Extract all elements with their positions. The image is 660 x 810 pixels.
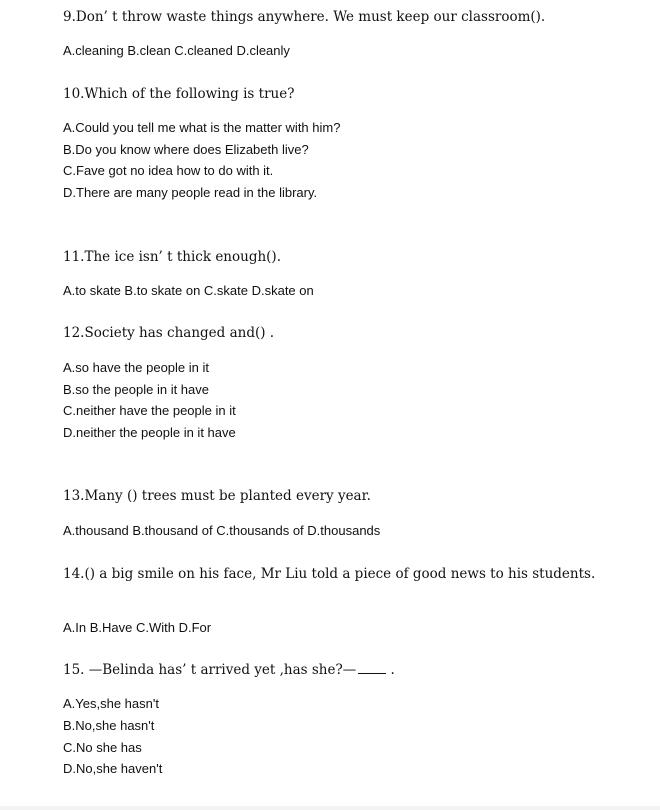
question-13-options: A.thousand B.thousand of C.thousands of D.thousands — [63, 523, 381, 538]
question-15-stem-end: . — [386, 662, 395, 678]
question-10-option-b: B.Do you know where does Elizabeth live? — [63, 142, 309, 157]
question-13-stem: 13.Many () trees must be planted every year. — [63, 488, 371, 504]
question-15-option-a: A.Yes,she hasn't — [63, 696, 159, 711]
question-12-option-d: D.neither the people in it have — [63, 425, 236, 440]
question-15-option-d: D.No,she haven't — [63, 761, 163, 776]
question-11-stem: 11.The ice isn’ t thick enough(). — [63, 249, 281, 265]
question-15-option-b: B.No,she hasn't — [63, 718, 155, 733]
question-10-option-c: C.Fave got no idea how to do with it. — [63, 163, 274, 178]
question-12-option-c: C.neither have the people in it — [63, 403, 236, 418]
question-15-stem — [63, 660, 620, 680]
question-10-stem: 10.Which of the following is true? — [63, 86, 295, 102]
question-14-stem: 14.() a big smile on his face, Mr Liu told a piece of good news to his students. — [63, 566, 596, 582]
question-12-option-a: A.so have the people in it — [63, 360, 209, 375]
answer-blank — [358, 661, 386, 674]
question-10-option-a: A.Could you tell me what is the matter with him? — [63, 120, 341, 135]
question-9-stem: 9.Don’ t throw waste things anywhere. We must keep our classroom(). — [63, 9, 546, 25]
question-12-option-b: B.so the people in it have — [63, 382, 209, 397]
page-bottom-edge — [0, 806, 660, 810]
question-15-option-c: C.No she has — [63, 740, 142, 755]
question-14-options: A.In B.Have C.With D.For — [63, 620, 212, 635]
question-11-options: A.to skate B.to skate on C.skate D.skate on — [63, 283, 314, 298]
question-9-options: A.cleaning B.clean C.cleaned D.cleanly — [63, 43, 290, 58]
question-12-stem: 12.Society has changed and() . — [63, 325, 275, 341]
question-10-option-d: D.There are many people read in the library. — [63, 185, 318, 200]
question-15-stem-text: 15. —Belinda has’ t arrived yet ,has she?— — [63, 662, 357, 678]
